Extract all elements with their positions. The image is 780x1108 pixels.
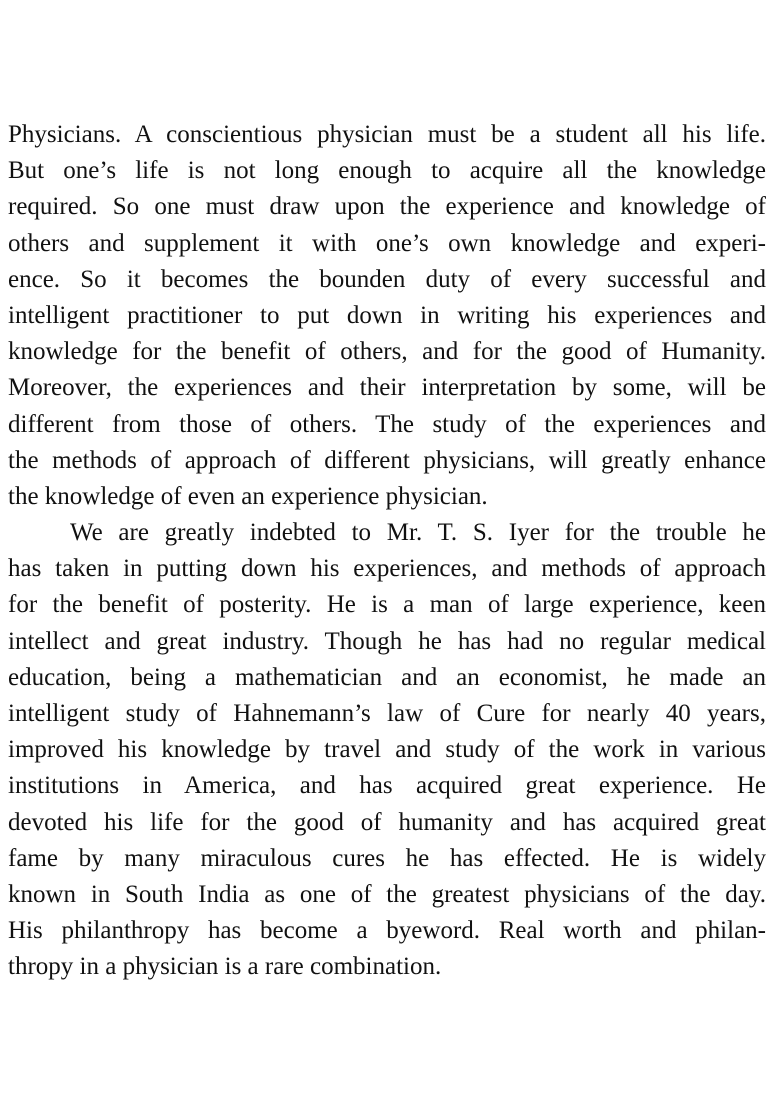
paragraph-1-line-6: intelligent practitioner to put down in writing his experiences and [8,301,766,329]
paragraph-2-line-6: intelligent study of Hahnemann’s law of Cure for nearly 40 years, [8,700,766,727]
paragraph-2-line-1: We are greatly indebted to Mr. T. S. Iyer for the trouble he [70,519,766,547]
paragraph-2-line-12: His philanthropy has become a byeword. Real worth and philan- [8,917,766,945]
paragraph-1-line-10: the methods of approach of different physicians, will greatly enhance [8,446,766,474]
paragraph-1-line-7: knowledge for the benefit of others, and for the good of Humanity. [8,338,766,366]
body-text [8,117,766,986]
paragraph-1-line-4: others and supplement it with one’s own knowledge and experi- [8,229,766,257]
paragraph-1-line-1: Physicians. A conscientious physician must be a student all his life. [8,121,766,148]
paragraph-1-line-3: required. So one must draw upon the experience and knowledge of [8,193,766,221]
paragraph-2-line-8: institutions in America, and has acquired great experience. He [8,772,766,800]
paragraph-2-line-7: improved his knowledge by travel and study of the work in various [8,736,766,764]
paragraph-1-line-11: the knowledge of even an experience physician. [8,482,488,510]
paragraph-2-line-3: for the benefit of posterity. He is a man of large experience, keen [8,591,766,619]
paragraph-2-line-13: thropy in a physician is a rare combination. [8,953,442,981]
paragraph-2-line-4: intellect and great industry. Though he has had no regular medical [8,627,766,655]
paragraph-2-line-11: known in South India as one of the greatest physicians of the day. [8,880,766,908]
paragraph-1-line-8: Moreover, the experiences and their interpretation by some, will be [8,374,766,402]
paragraph-2-line-10: fame by many miraculous cures he has effected. He is widely [8,844,766,872]
paragraph-1-line-5: ence. So it becomes the bounden duty of every successful and [8,265,766,293]
paragraph-1-line-2: But one’s life is not long enough to acquire all the knowledge [8,157,766,185]
paragraph-1-line-9: different from those of others. The study of the experiences and [8,410,766,438]
paragraph-2-line-2: has taken in putting down his experiences, and methods of approach [8,555,766,583]
paragraph-2-line-9: devoted his life for the good of humanity and has acquired great [8,808,766,836]
paragraph-2-line-5: education, being a mathematician and an economist, he made an [8,663,766,691]
